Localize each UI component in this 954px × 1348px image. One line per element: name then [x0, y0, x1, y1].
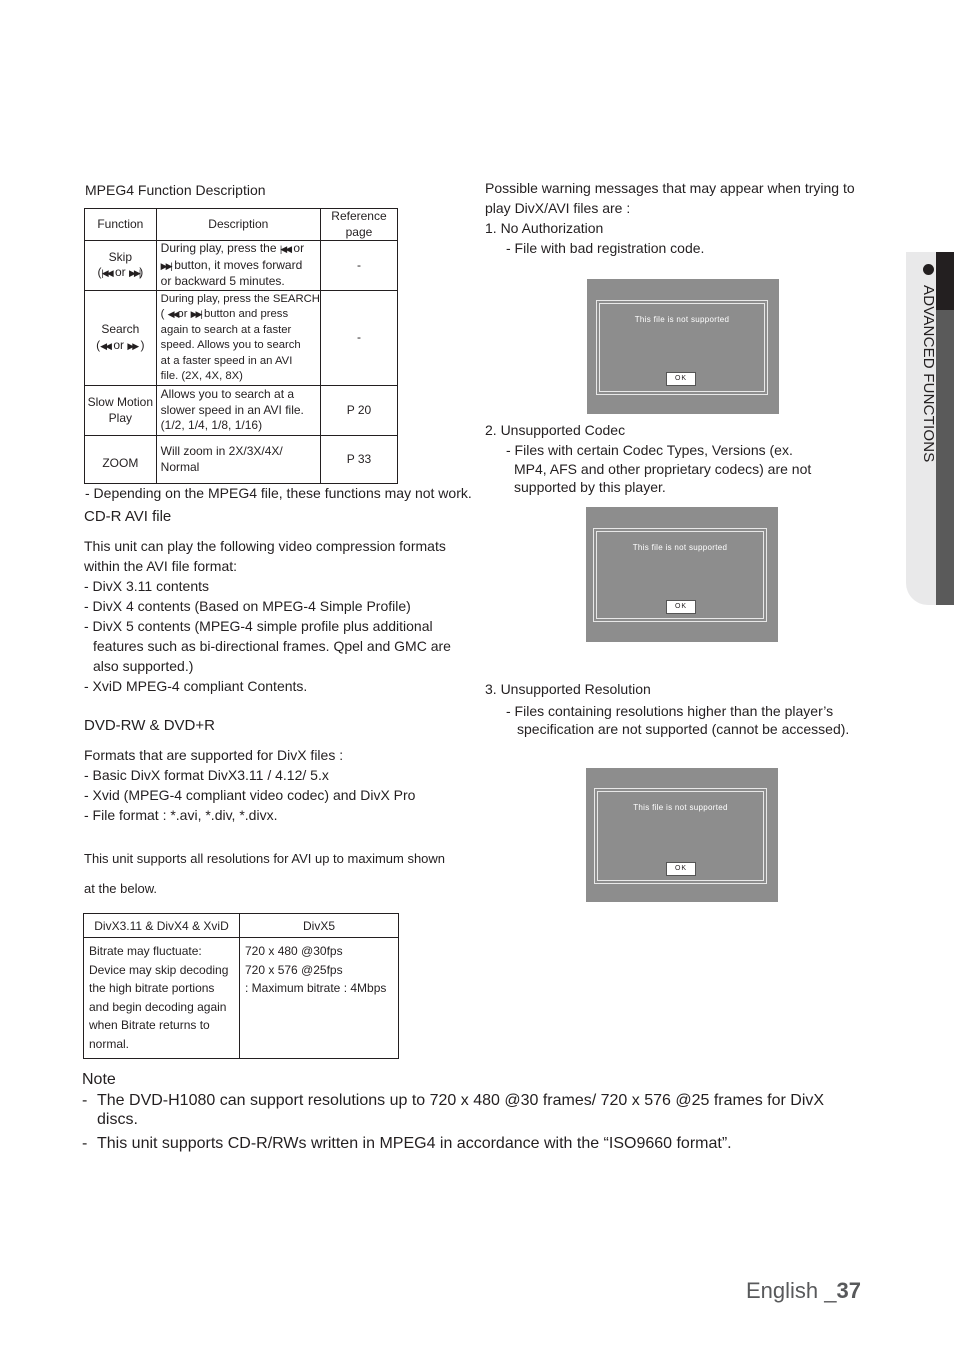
bullet-icon [923, 264, 934, 275]
dialog-message: This file is not supported [632, 543, 728, 552]
warning-dialog-2 [586, 507, 778, 642]
warning-intro: Possible warning messages that may appear when trying to play DivX/AVI files are : 1. No Authorization - File with bad registration code. [485, 180, 855, 256]
fast-forward-icon: ▶▶ [127, 340, 138, 351]
skip-back-icon: |◀◀ [101, 268, 112, 278]
cdr-body: This unit can play the following video compression formats within the AVI file format: - DivX 3.11 contents - DivX 4 contents (Based on MPEG-4 Simple Profile) - DivX 5 contents (MPEG-4 simple profile plus additional features such as bi-directional frames. Qpel and GMC are also supported.) - XviD MPEG-4 compliant Contents. [84, 538, 451, 694]
resolution-line-2: at the below. [84, 881, 157, 896]
th-reference: Reference page [320, 209, 397, 241]
warning-dialog-3 [586, 768, 778, 902]
table-row: Search (◀◀ or ▶▶ ) During play, press the SEARCH ( ◀◀or ▶▶| button and press again to search at a faster speed. Allows you to search at a faster speed in an AVI file. (2X, 4X, 8X) - [85, 291, 398, 386]
table1-footnote: - Depending on the MPEG4 file, these functions may not work. [85, 485, 472, 501]
th-function: Function [85, 209, 157, 241]
footer-language: English _ [746, 1278, 837, 1303]
skip-forward-icon: ▶▶| [129, 268, 140, 278]
table-row: Skip (|◀◀ or ▶▶|) During play, press the |◀◀ or ▶▶| button, it moves forward or backward 5 minutes. - [85, 241, 398, 291]
skip-forward-icon: ▶▶| [160, 260, 171, 271]
mpeg4-function-table [84, 208, 398, 484]
table1-title: MPEG4 Function Description [85, 182, 266, 198]
dialog-message: This file is not supported [633, 803, 728, 812]
section-label: ADVANCED FUNCTIONS [920, 285, 937, 463]
divx-resolution-table [83, 913, 399, 1059]
table-row: Slow Motion Play Allows you to search at a slower speed in an AVI file. (1/2, 1/4, 1/8, 1/16) P 20 [85, 386, 398, 436]
skip-back-icon: |◀◀ [279, 244, 291, 255]
rewind-icon: ◀◀ [100, 340, 110, 351]
note-title: Note [82, 1071, 116, 1088]
ok-button[interactable]: OK [666, 372, 696, 386]
dialog-message: This file is not supported [634, 315, 730, 324]
rewind-icon: ◀◀ [167, 309, 178, 319]
page-number: 37 [836, 1278, 861, 1303]
page-footer [746, 1278, 861, 1304]
unsupported-resolution: 3. Unsupported Resolution - Files containing resolutions higher than the player’s specification are not supported (cannot be accessed). [485, 681, 850, 737]
ok-button[interactable]: OK [666, 862, 696, 876]
warning-dialog-1 [587, 279, 779, 414]
section-side-tab [906, 252, 954, 605]
cdr-heading: CD-R AVI file [84, 508, 172, 525]
th-description: Description [156, 209, 320, 241]
th-divx311: DivX3.11 & DivX4 & XviD [84, 914, 240, 938]
ok-button[interactable]: OK [666, 600, 696, 614]
table-row: ZOOM Will zoom in 2X/3X/4X/ Normal P 33 [85, 436, 398, 484]
fast-forward-icon: ▶▶| [190, 309, 201, 319]
unsupported-codec: 2. Unsupported Codec - Files with certain Codec Types, Versions (ex. MP4, AFS and other proprietary codecs) are not supported by this player. [485, 422, 812, 495]
th-divx5: DivX5 [240, 914, 399, 938]
table-row: Bitrate may fluctuate: Device may skip decoding the high bitrate portions and begin decoding again when Bitrate returns to normal. 720 x 480 @30fps 720 x 576 @25fps : Maximum bitrate : 4Mbps [84, 938, 399, 1059]
dvdrw-heading: DVD-RW & DVD+R [84, 717, 215, 734]
dvdrw-body: Formats that are supported for DivX files : - Basic DivX format DivX3.11 / 4.12/ 5.x - Xvid (MPEG-4 compliant video codec) and DivX Pro - File format : *.avi, *.div, *.divx. [84, 747, 416, 823]
resolution-line-1: This unit supports all resolutions for AVI up to maximum shown [84, 851, 446, 866]
